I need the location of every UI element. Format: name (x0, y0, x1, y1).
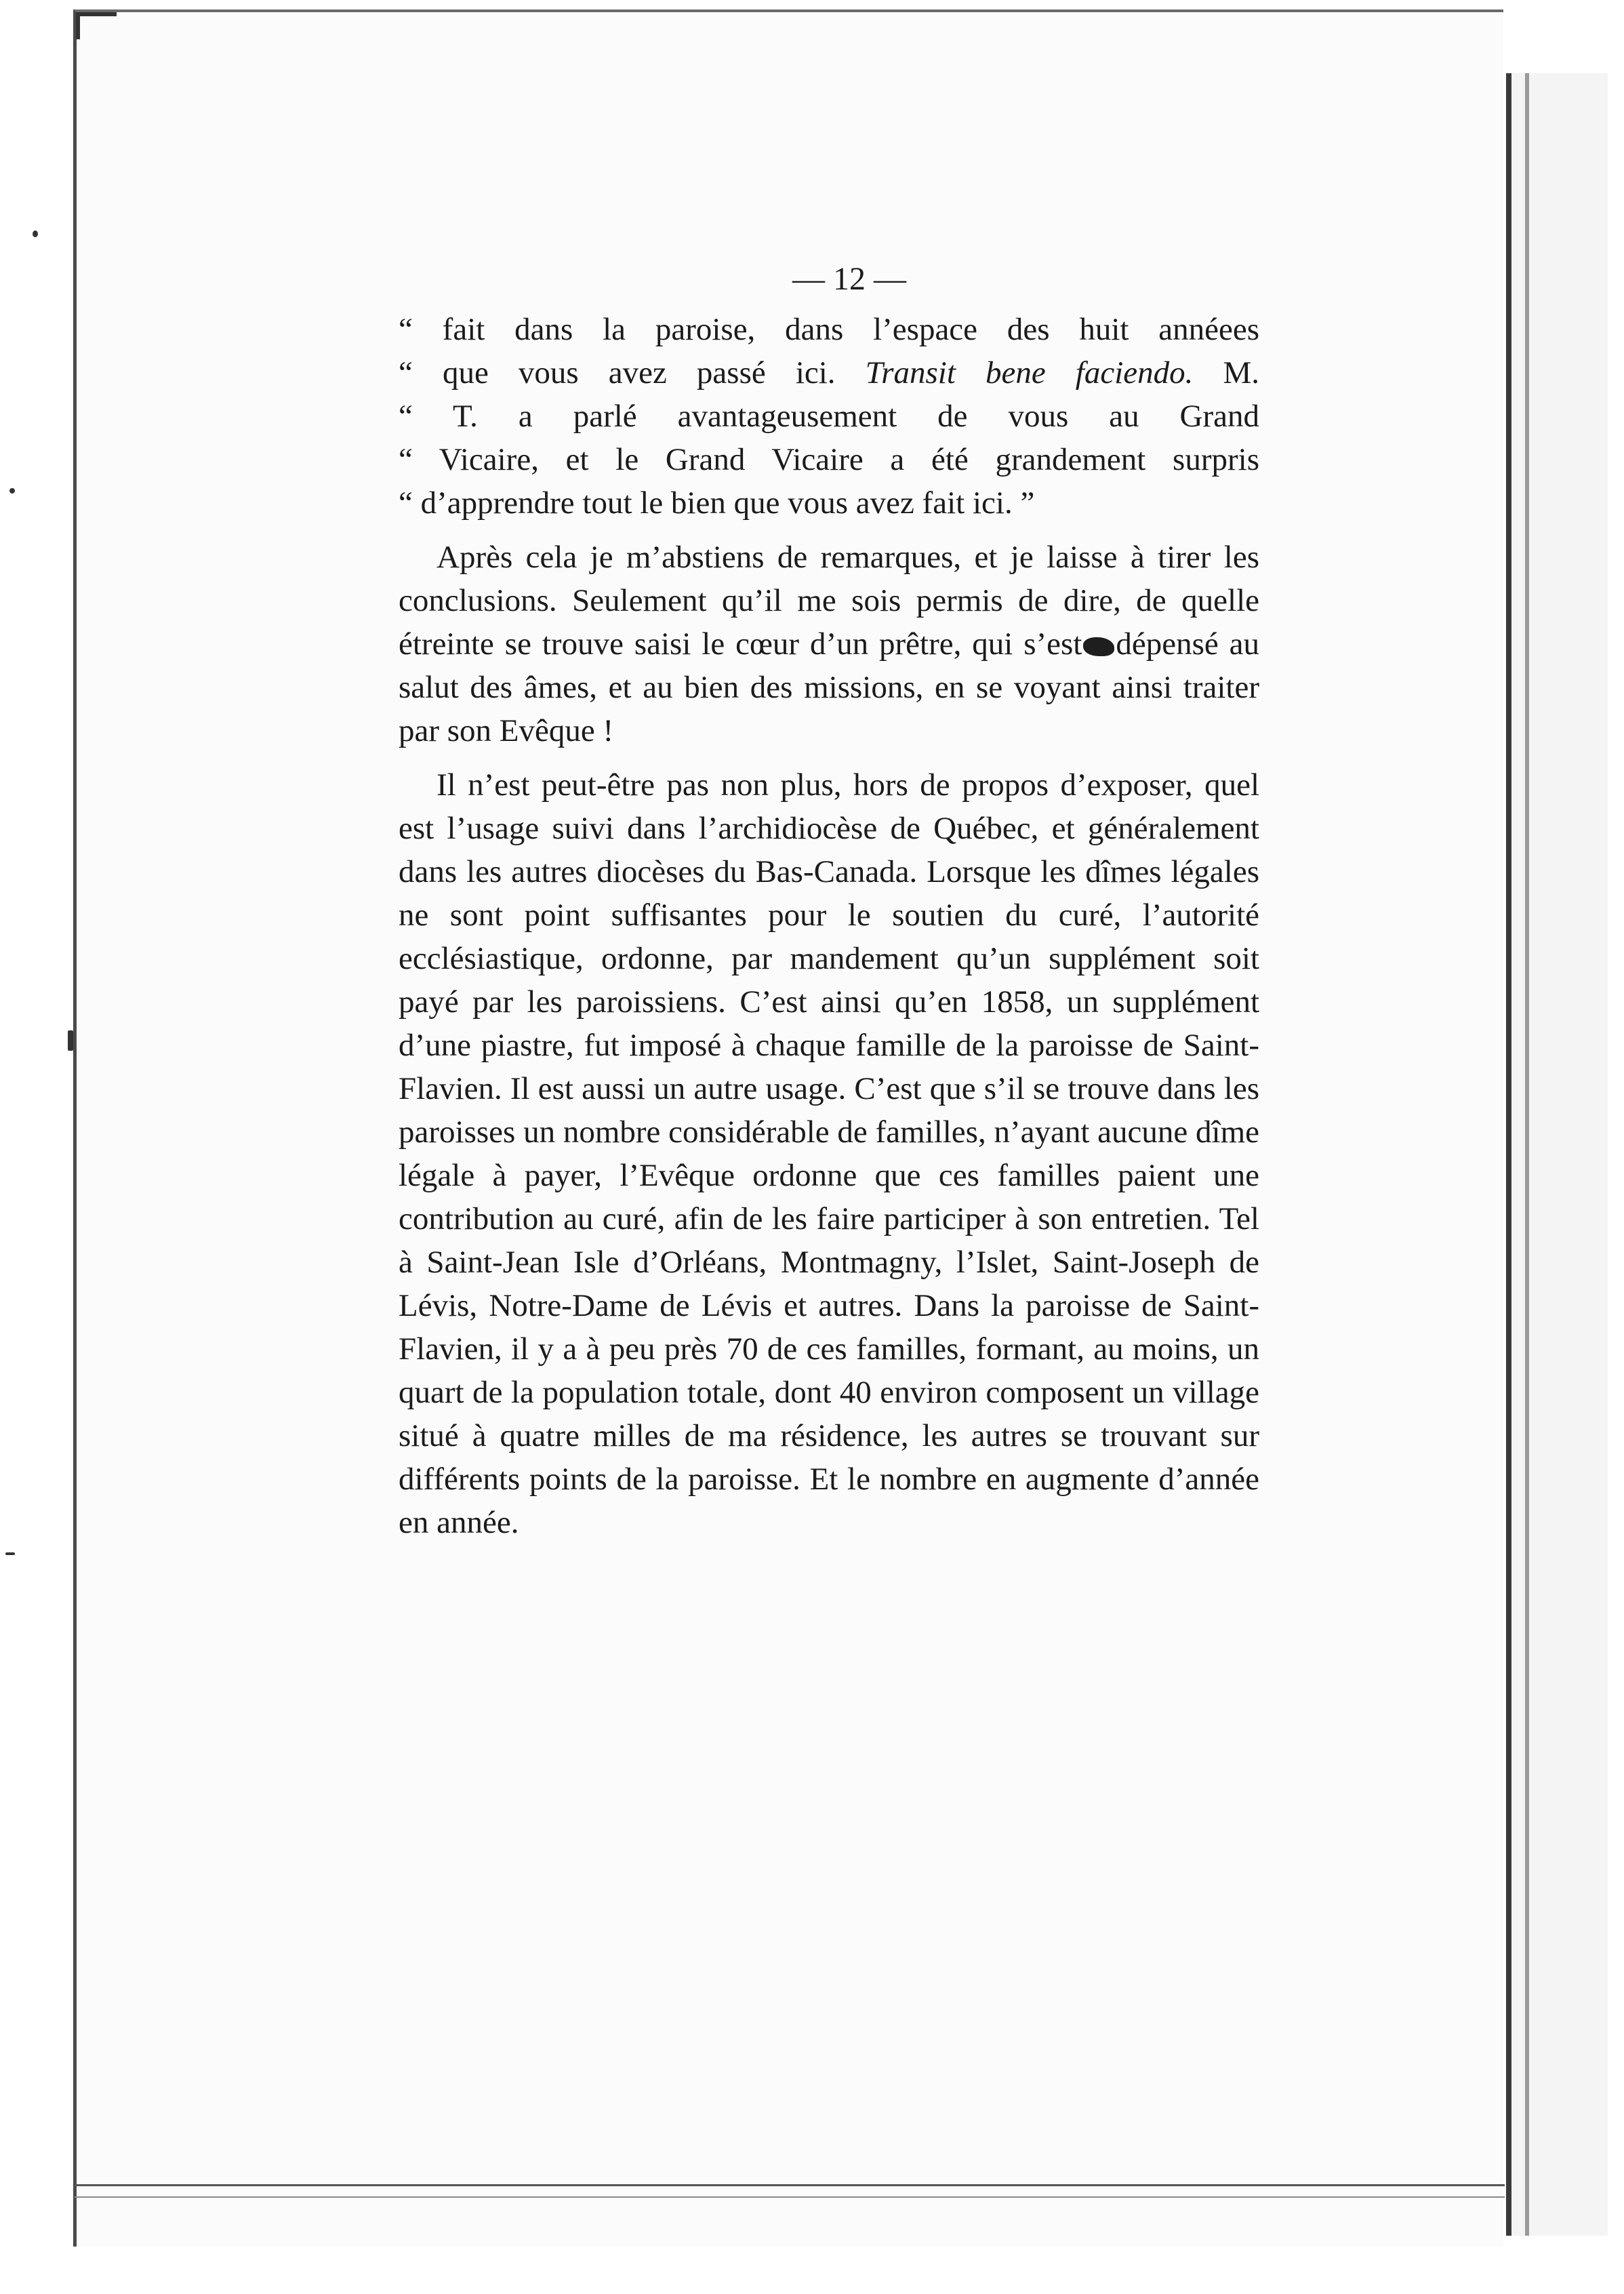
page-corner-mark (76, 12, 117, 39)
margin-speck (33, 230, 38, 237)
quote-line-text: “ que vous avez passé ici. (399, 355, 836, 390)
adjacent-page-edge (1506, 73, 1608, 2236)
page-bottom-edge-secondary (75, 2196, 1505, 2198)
quote-line: “ fait dans la paroise, dans l’espace des huit annéees (399, 312, 1259, 347)
latin-phrase: Transit bene faciendo. (865, 355, 1194, 390)
margin-speck (5, 1552, 15, 1555)
quote-line-with-latin (399, 351, 1259, 395)
margin-speck (68, 1030, 73, 1051)
adjacent-page-shadow (1525, 73, 1529, 2236)
page-number: — 12 — (792, 261, 906, 297)
paragraph-conclusions (399, 536, 1259, 752)
page-bottom-edge (75, 2184, 1505, 2186)
page-text (399, 258, 1259, 1544)
quote-line-text: M. (1223, 355, 1260, 390)
ink-blot (1083, 637, 1114, 656)
paragraph-text: Après cela je m’abstiens de remarques, et je laisse à tirer les conclusions. Seulement qu’il me sois permis de dire, de quelle étreinte se trouve saisi le cœur d’un prêtre, qui s’est (399, 540, 1259, 662)
quote-line: “ d’apprendre tout le bien que vous avez fait ici. ” (399, 485, 1035, 521)
quote-line: “ T. a parlé avantageusement de vous au Grand (399, 399, 1259, 434)
quoted-letter (399, 308, 1259, 525)
paragraph-usage: Il n’est peut-être pas non plus, hors de propos d’exposer, quel est l’usage suivi dans l’archidiocèse de Québec, et généralement dans les autres diocèses du Bas-Canada. Lorsque les dîmes légales ne sont point suffisantes pour le soutien du curé, l’autorité ecclésiastique, ordonne, par mandement qu’un supplément soit payé par les paroissiens. C’est ainsi qu’en 1858, un supplément d’une piastre, fut imposé à chaque famille de la paroisse de Saint-Flavien. Il est aussi un autre usage. C’est que s’il se trouve dans les paroisses un nombre considérable de familles, n’ayant aucune dîme légale à payer, l’Evêque ordonne que ces familles paient une contribution au curé, afin de les faire participer à son entretien. Tel à Saint-Jean Isle d’Orléans, Montmagny, l’Islet, Saint-Joseph de Lévis, Notre-Dame de Lévis et autres. Dans la paroisse de Saint-Flavien, il y a à peu près 70 de ces familles, formant, au moins, un quart de la population totale, dont 40 environ composent un village situé à quatre milles de ma résidence, les autres se trouvant sur différents points de la paroisse. Et le nombre en augmente d’année en année. (399, 767, 1259, 1540)
paragraph-text: dépensé au salut des âmes, et au bien des missions, en se voyant ainsi traiter par son Evêque ! (399, 626, 1259, 748)
quote-line: “ Vicaire, et le Grand Vicaire a été grandement surpris (399, 442, 1259, 477)
margin-speck (9, 488, 15, 494)
